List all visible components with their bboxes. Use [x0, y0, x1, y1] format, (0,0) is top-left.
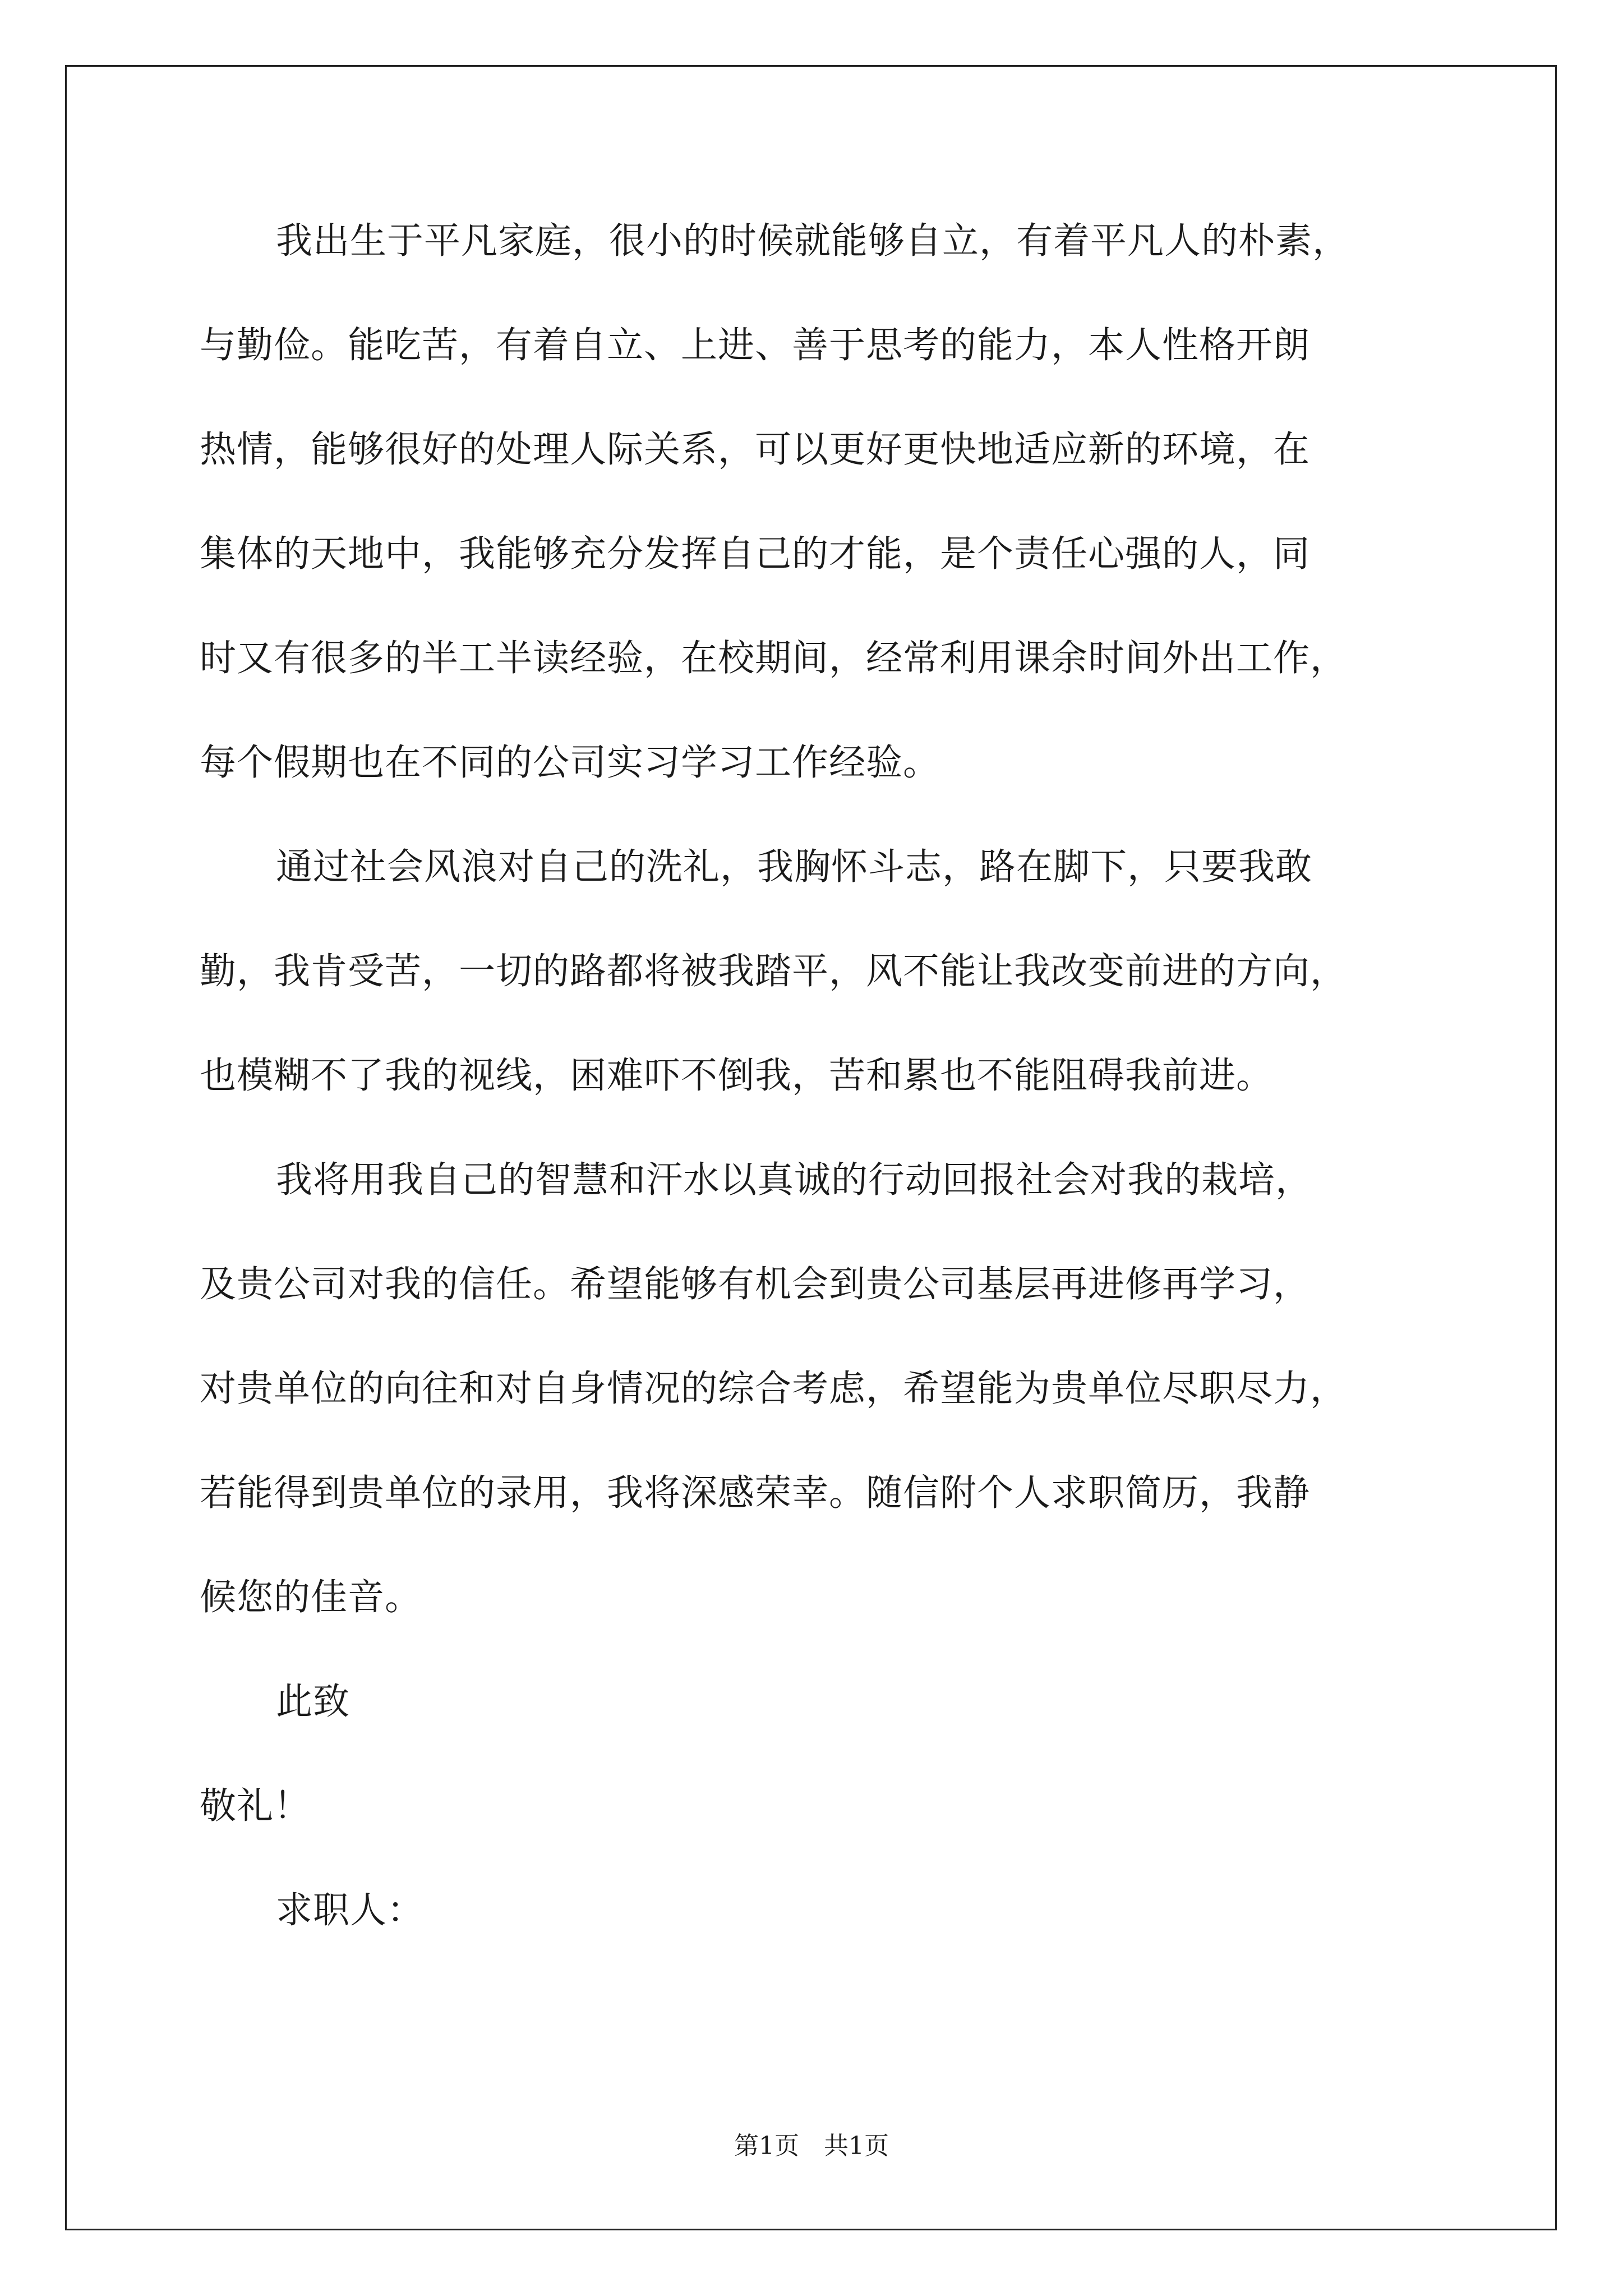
- paragraph-3-line-4: 若能得到贵单位的录用，我将深感荣幸。随信附个人求职简历，我静: [200, 1472, 1311, 1514]
- paragraph-2-line-1: 通过社会风浪对自己的洗礼，我胸怀斗志，路在脚下，只要我敢: [276, 846, 1313, 888]
- paragraph-1-line-1: 我出生于平凡家庭，很小的时候就能够自立，有着平凡人的朴素，: [276, 220, 1350, 262]
- paragraph-1-line-2: 与勤俭。能吃苦，有着自立、上进、善于思考的能力，本人性格开朗: [200, 324, 1311, 366]
- paragraph-1-line-6: 每个假期也在不同的公司实习学习工作经验。: [200, 742, 940, 784]
- paragraph-3-line-3: 对贵单位的向往和对自身情况的综合考虑，希望能为贵单位尽职尽力，: [200, 1368, 1348, 1410]
- paragraph-3-line-2: 及贵公司对我的信任。希望能够有机会到贵公司基层再进修再学习，: [200, 1263, 1311, 1305]
- closing-regards: 敬礼！: [200, 1785, 311, 1827]
- applicant-label: 求职人：: [276, 1889, 425, 1931]
- paragraph-1-line-5: 时又有很多的半工半读经验，在校期间，经常利用课余时间外出工作，: [200, 637, 1348, 679]
- paragraph-3-line-1: 我将用我自己的智慧和汗水以真诚的行动回报社会对我的栽培，: [276, 1159, 1313, 1201]
- closing-salutation: 此致: [276, 1681, 351, 1723]
- page-number-footer: 第1页 共1页: [734, 2132, 889, 2160]
- paragraph-2-line-2: 勤，我肯受苦，一切的路都将被我踏平，风不能让我改变前进的方向，: [200, 950, 1348, 992]
- paragraph-1-line-4: 集体的天地中，我能够充分发挥自己的才能，是个责任心强的人，同: [200, 533, 1311, 575]
- paragraph-1-line-3: 热情，能够很好的处理人际关系，可以更好更快地适应新的环境，在: [200, 429, 1311, 471]
- paragraph-2-line-3: 也模糊不了我的视线，困难吓不倒我，苦和累也不能阻碍我前进。: [200, 1055, 1274, 1097]
- paragraph-3-line-5: 候您的佳音。: [200, 1576, 422, 1618]
